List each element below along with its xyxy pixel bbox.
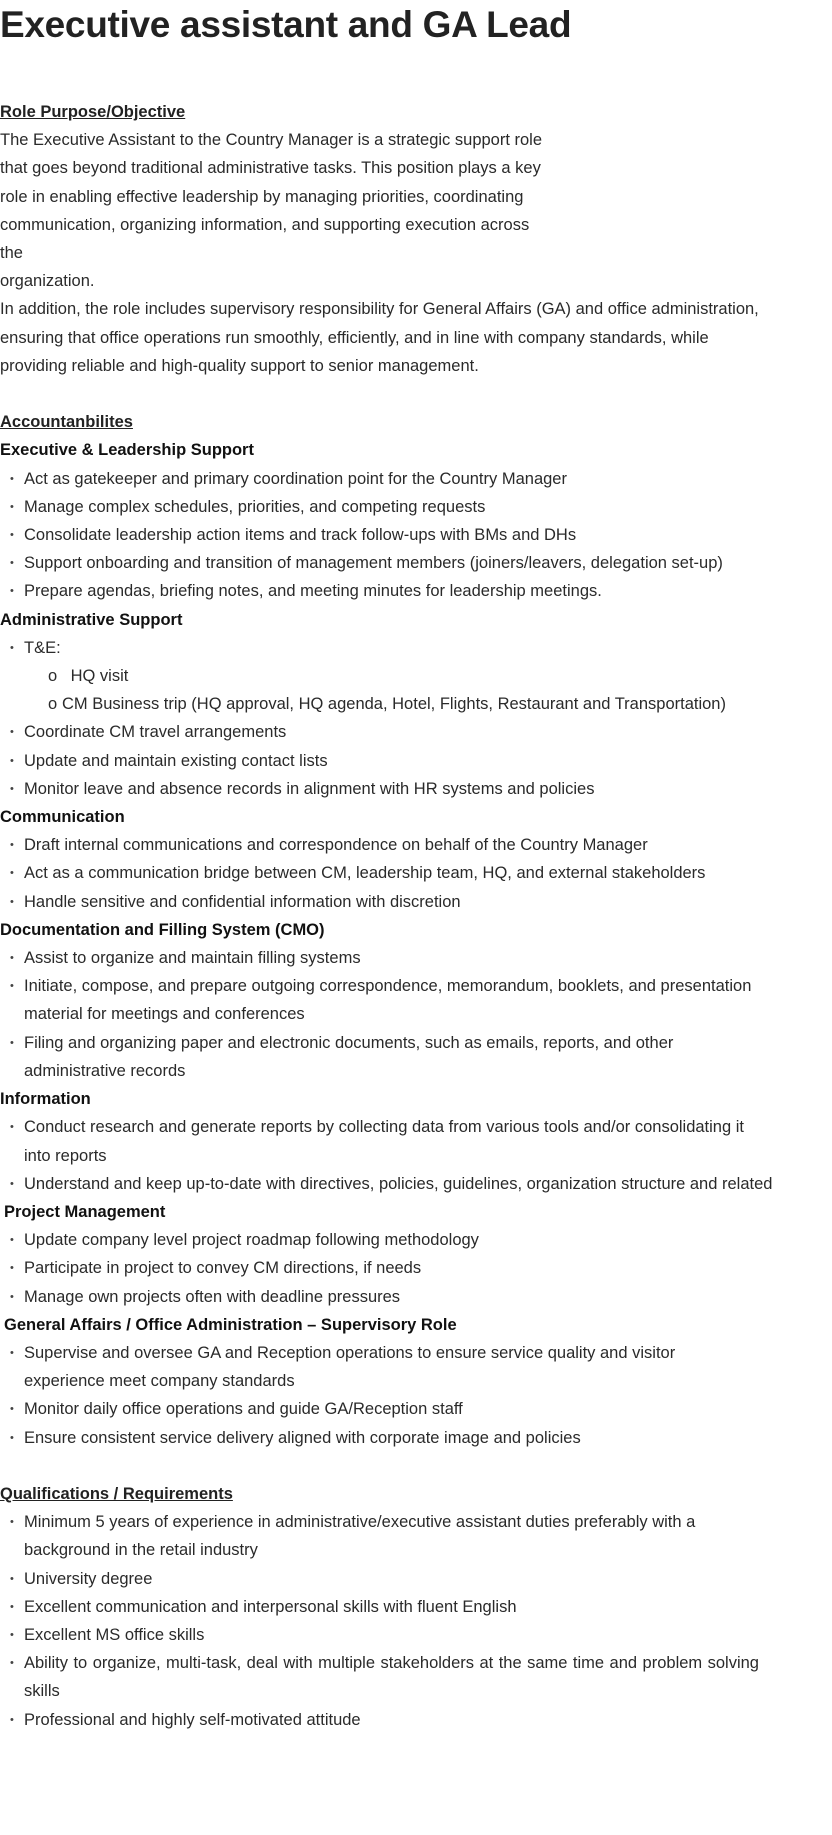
information-title: Information <box>0 1090 91 1109</box>
list-item: • Excellent communication and interpersonal skills with fluent English <box>0 1593 759 1621</box>
list-item: • Supervise and oversee GA and Reception operations to ensure service quality and visitor experience meet company standards <box>0 1339 759 1395</box>
spacer <box>0 1452 760 1480</box>
sub-item-text: CM Business trip (HQ approval, HQ agenda, Hotel, Flights, Restaurant and Transportation) <box>62 695 726 714</box>
spacer <box>0 380 760 408</box>
text-line: organization. <box>0 272 95 291</box>
text-line: In addition, the role includes supervisory responsibility for General Affairs (GA) and office administration, <box>0 300 759 319</box>
list-item: • Update company level project roadmap following methodology <box>0 1226 759 1254</box>
te-sub-list <box>0 662 760 718</box>
list-item: • Coordinate CM travel arrangements <box>0 718 759 746</box>
text-line: ensuring that office operations run smoothly, efficiently, and in line with company standards, while <box>0 328 709 347</box>
documentation-title: Documentation and Filling System (CMO) <box>0 920 325 939</box>
sub-marker: o <box>48 667 58 686</box>
communication-list <box>0 831 760 916</box>
text-line: role in enabling effective leadership by managing priorities, coordinating <box>0 187 524 206</box>
communication-title: Communication <box>0 808 125 827</box>
list-item: • Professional and highly self-motivated attitude <box>0 1706 759 1734</box>
project-management-list <box>0 1226 760 1311</box>
text-line: The Executive Assistant to the Country Manager is a strategic support role <box>0 131 543 150</box>
list-item: • Monitor leave and absence records in alignment with HR systems and policies <box>0 775 759 803</box>
text-line: that goes beyond traditional administrative tasks. This position plays a key <box>0 159 541 178</box>
text-line: providing reliable and high-quality support to senior management. <box>0 356 479 375</box>
purpose-heading: Role Purpose/Objective <box>0 103 186 121</box>
project-management-title: Project Management <box>4 1202 166 1221</box>
list-item: • Draft internal communications and correspondence on behalf of the Country Manager <box>0 831 759 859</box>
list-item: • Understand and keep up-to-date with directives, policies, guidelines, organization structure and related <box>0 1170 784 1198</box>
list-item: • Minimum 5 years of experience in administrative/executive assistant duties preferably with a background in the retail industry <box>0 1508 759 1564</box>
documentation-list <box>0 944 760 1085</box>
admin-support-list <box>0 634 760 662</box>
qualifications-list <box>0 1508 760 1734</box>
list-item: • University degree <box>0 1565 759 1593</box>
list-item: • Assist to organize and maintain filling systems <box>0 944 759 972</box>
exec-support-title: Executive & Leadership Support <box>0 441 254 460</box>
list-item: • Act as gatekeeper and primary coordination point for the Country Manager <box>0 465 759 493</box>
list-item: • Handle sensitive and confidential information with discretion <box>0 888 759 916</box>
list-item: • Excellent MS office skills <box>0 1621 759 1649</box>
list-item: • Conduct research and generate reports by collecting data from various tools and/or consolidating it into reports <box>0 1113 759 1169</box>
admin-support-title: Administrative Support <box>0 610 183 629</box>
purpose-paragraph-2 <box>0 295 760 380</box>
list-item: • Update and maintain existing contact lists <box>0 747 759 775</box>
exec-support-list <box>0 465 760 606</box>
page-title: Executive assistant and GA Lead <box>0 4 572 45</box>
list-item: • Act as a communication bridge between CM, leadership team, HQ, and external stakeholders <box>0 859 759 887</box>
text-line: communication, organizing information, and supporting execution across the <box>0 215 530 263</box>
list-item: • Consolidate leadership action items and track follow-ups with BMs and DHs <box>0 521 759 549</box>
list-item: • Filing and organizing paper and electronic documents, such as emails, reports, and other administrative records <box>0 1029 759 1085</box>
admin-support-list-2 <box>0 718 760 803</box>
list-item: • T&E: <box>0 634 759 662</box>
general-affairs-list <box>0 1339 760 1452</box>
list-item: • Initiate, compose, and prepare outgoing correspondence, memorandum, booklets, and presentation material for meetings and conferences <box>0 972 759 1028</box>
sub-list-item <box>0 690 760 718</box>
sub-marker: o <box>48 695 58 714</box>
purpose-paragraph-1 <box>0 126 545 295</box>
list-item: • Manage complex schedules, priorities, and competing requests <box>0 493 759 521</box>
list-item: • Prepare agendas, briefing notes, and meeting minutes for leadership meetings. <box>0 577 759 605</box>
list-item: • Ability to organize, multi-task, deal with multiple stakeholders at the same time and problem solving skills <box>0 1649 759 1705</box>
document-body <box>0 98 773 1734</box>
list-item: • Monitor daily office operations and guide GA/Reception staff <box>0 1395 759 1423</box>
accountabilities-heading: Accountanbilites <box>0 413 133 432</box>
list-item: • Ensure consistent service delivery aligned with corporate image and policies <box>0 1424 759 1452</box>
qualifications-heading: Qualifications / Requirements <box>0 1484 233 1503</box>
general-affairs-title: General Affairs / Office Administration – Supervisory Role <box>4 1315 457 1334</box>
list-item: • Manage own projects often with deadline pressures <box>0 1283 759 1311</box>
list-item: • Support onboarding and transition of management members (joiners/leavers, delegation set-up) <box>0 549 759 577</box>
sub-item-text: HQ visit <box>66 667 129 686</box>
information-list <box>0 1113 773 1198</box>
list-item: • Participate in project to convey CM directions, if needs <box>0 1254 759 1282</box>
sub-list-item <box>0 662 760 690</box>
